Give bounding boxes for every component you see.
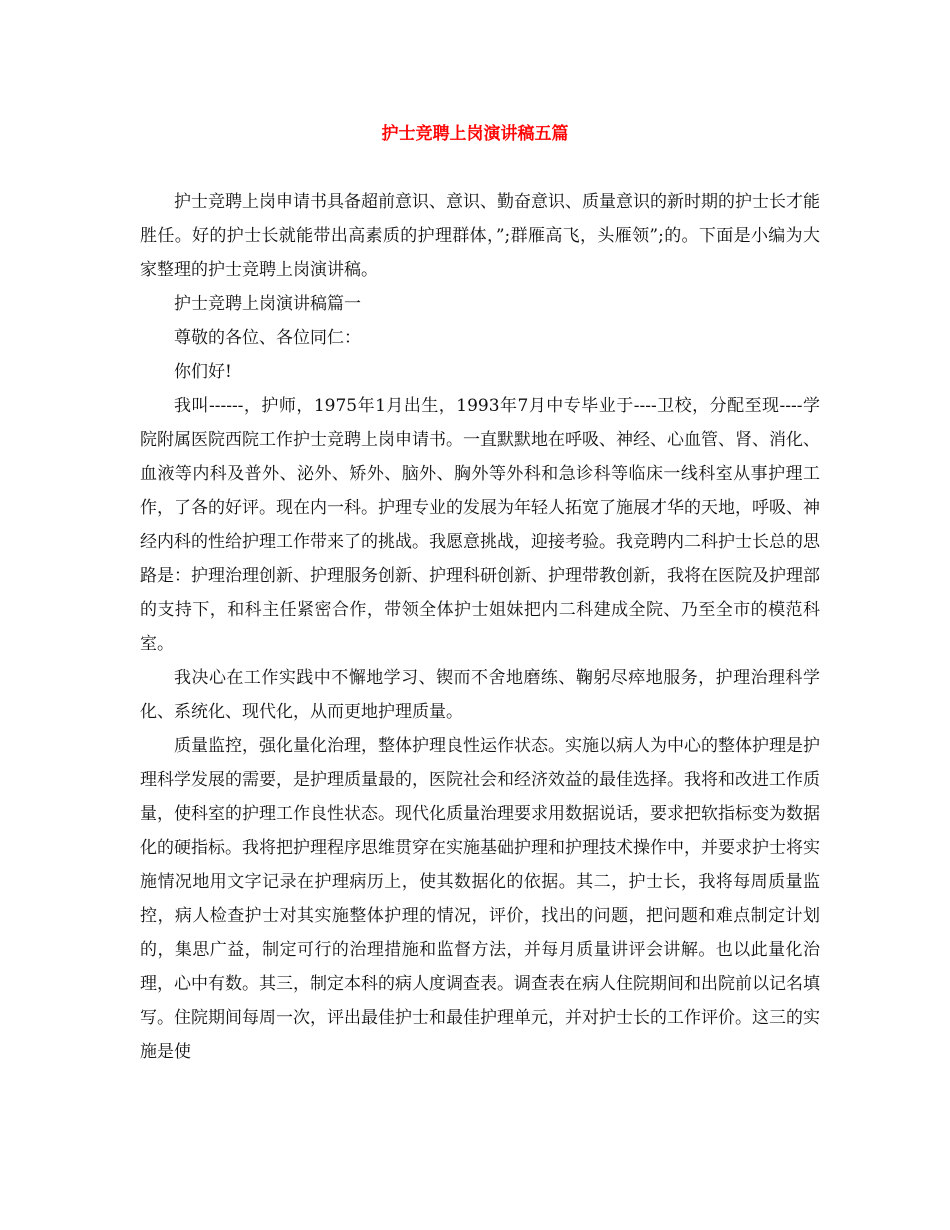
document-body bbox=[140, 185, 820, 1069]
paragraph-greeting: 你们好! bbox=[174, 362, 232, 382]
paragraph-resolution: 我决心在工作实践中不懈地学习、锲而不舍地磨练、鞠躬尽瘁地服务，护理治理科学化、系统化、现代化，从而更地护理质量。 bbox=[140, 668, 820, 722]
document-title: 护士竞聘上岗演讲稿五篇 bbox=[381, 124, 569, 144]
paragraph-section-heading: 护士竞聘上岗演讲稿篇一 bbox=[174, 294, 361, 314]
paragraph-self-introduction: 我叫------，护师，1975年1月出生，1993年7月中专毕业于----卫校，分配至现----学院附属医院西院工作护士竞聘上岗申请书。一直默默地在呼吸、神经、心血管、肾、消化、血液等内科及普外、泌外、矫外、脑外、胸外等外科和急诊科等临床一线科室从事护理工作，了各的好评。现在内一科。护理专业的发展为年轻人拓宽了施展才华的天地，呼吸、神经内科的性给护理工作带来了的挑战。我愿意挑战，迎接考验。我竞聘内二科护士长总的思路是：护理治理创新、护理服务创新、护理科研创新、护理带教创新，我将在医院及护理部的支持下，和科主任紧密合作，带领全体护士姐妹把内二科建成全院、乃至全市的模范科室。 bbox=[140, 396, 820, 654]
paragraph-quality-control: 质量监控，强化量化治理，整体护理良性运作状态。实施以病人为中心的整体护理是护理科学发展的需要，是护理质量最的，医院社会和经济效益的最佳选择。我将和改进工作质量，使科室的护理工作良性状态。现代化质量治理要求用数据说话，要求把软指标变为数据化的硬指标。我将把护理程序思维贯穿在实施基础护理和护理技术操作中，并要求护士将实施情况地用文字记录在护理病历上，使其数据化的依据。其二，护士长，我将每周质量监控，病人检查护士对其实施整体护理的情况，评价，找出的问题，把问题和难点制定计划的，集思广益，制定可行的治理措施和监督方法，并每月质量讲评会讲解。也以此量化治理，心中有数。其三，制定本科的病人度调查表。调查表在病人住院期间和出院前以记名填写。住院期间每周一次，评出最佳护士和最佳护理单元，并对护士长的工作评价。这三的实施是使 bbox=[140, 736, 820, 1062]
paragraph-intro: 护士竞聘上岗申请书具备超前意识、意识、勤奋意识、质量意识的新时期的护士长才能胜任。好的护士长就能带出高素质的护理群体，”;群雁高飞，头雁领”;的。下面是小编为大家整理的护士竞聘上岗演讲稿。 bbox=[140, 192, 820, 280]
paragraph-salutation: 尊敬的各位、各位同仁： bbox=[174, 328, 361, 348]
